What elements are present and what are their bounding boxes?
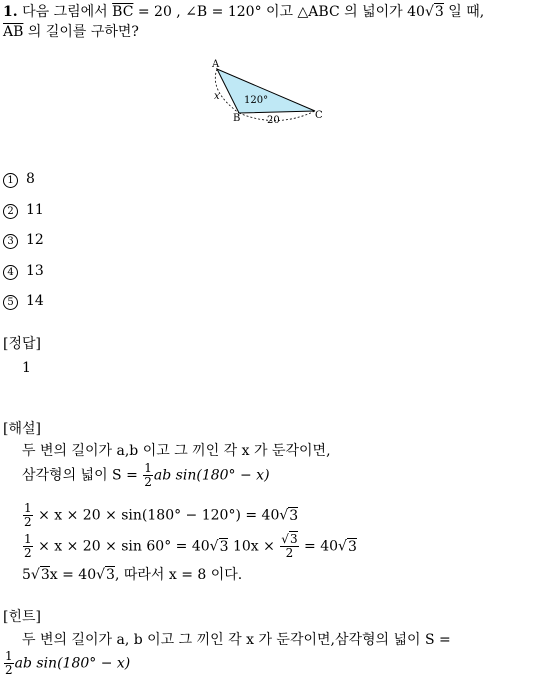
fraction-half (143, 462, 153, 489)
fraction-numerator: 1 (144, 461, 152, 475)
fraction-denominator: 2 (285, 546, 294, 560)
fraction-denominator: 2 (24, 515, 32, 529)
label-c: C (315, 110, 323, 121)
sqrt-3: 3 (219, 538, 229, 555)
explanation-heading: [해설] (3, 421, 41, 437)
explanation-line-1: 두 변의 길이가 a,b 이고 그 끼인 각 x 가 둔각이면, (22, 443, 331, 459)
answer-value: 1 (22, 360, 31, 376)
label-side: 20 (267, 115, 280, 126)
fraction-denominator: 2 (24, 546, 32, 560)
question-text-2: 의 길이를 구하면? (27, 24, 139, 40)
explanation-text: × x × 20 × sin 60° = 40 (38, 538, 210, 555)
option-item[interactable] (3, 292, 44, 310)
fraction-numerator: 1 (5, 649, 13, 663)
explanation-text: x = 40 (49, 567, 97, 583)
option-text: 11 (26, 202, 44, 218)
option-marker: 4 (3, 265, 18, 280)
option-text: 12 (26, 232, 44, 248)
segment-ab: $\overline{AB}$ (3, 24, 24, 40)
sqrt-3: 3 (289, 532, 298, 546)
explanation-text: 5 (22, 567, 31, 583)
option-item[interactable] (3, 170, 35, 188)
question-number: 1. (3, 4, 18, 20)
question-text-c: 일 때, (448, 4, 485, 20)
sqrt-3: 3 (40, 567, 50, 583)
option-marker: 5 (3, 295, 18, 310)
sqrt-3: 3 (434, 4, 444, 20)
explanation-line-4: $\frac{1}{2}$ × x × 20 × sin 60° = 40√3 10x × $\frac{√3}{2}$ = 40√3 (24, 532, 357, 560)
label-b: B (233, 113, 241, 124)
option-item[interactable] (3, 262, 44, 280)
fraction-numerator: 1 (24, 532, 32, 546)
explanation-text: 10x × (232, 538, 275, 555)
sqrt-3: 3 (289, 507, 299, 524)
hint-text: ab sin(180° − x) (14, 655, 131, 672)
explanation-line-5: 5√3x = 40√3, 따라서 x = 8 이다. (22, 567, 243, 583)
hint-heading: [힌트] (3, 609, 41, 625)
fraction-denominator: 2 (144, 475, 152, 489)
explanation-line-3: $\frac{1}{2}$ × x × 20 × sin(180° − 120°) = 40√3 (24, 501, 299, 529)
explanation-line-2 (22, 462, 270, 489)
triangle-fill (217, 69, 315, 113)
option-marker: 2 (3, 204, 18, 219)
question-line-2 (3, 23, 139, 41)
option-text: 14 (26, 293, 44, 309)
explanation-text: ab sin(180° − x) (153, 467, 270, 484)
label-x: x (214, 91, 220, 102)
question-line-1: 1. 다음 그림에서 $\overline{BC} = 20$ , ∠B = 120° 이고 △ABC 의 넓이가 40√3 일 때, (3, 4, 485, 20)
option-marker: 3 (3, 234, 18, 249)
option-marker: 1 (3, 173, 18, 188)
answer-heading: [정답] (3, 336, 41, 352)
fraction-numerator: 1 (24, 501, 32, 515)
triangle-figure (205, 55, 335, 127)
fraction-root3-over-2 (280, 533, 298, 560)
label-angle: 120° (244, 95, 269, 106)
sqrt-3: 3 (347, 538, 357, 555)
fraction-numerator: √3 (281, 532, 298, 546)
question-text-a: 다음 그림에서 (22, 4, 108, 20)
option-item[interactable] (3, 231, 44, 249)
explanation-text: , 따라서 x = 8 이다. (114, 567, 243, 583)
explanation-text: = 40 (304, 538, 339, 555)
sqrt-3: 3 (106, 567, 115, 583)
fraction-half (23, 533, 33, 560)
question-text-b: = 20 , ∠B = 120° 이고 △ABC 의 넓이가 40 (137, 4, 425, 20)
explanation-text: 삼각형의 넓이 S = (22, 467, 138, 484)
hint-line-2 (3, 650, 130, 677)
fraction-half (23, 502, 33, 529)
hint-line-1: 두 변의 길이가 a, b 이고 그 끼인 각 x 가 둔각이면,삼각형의 넓이 S = (22, 632, 451, 648)
option-text: 13 (26, 263, 44, 279)
segment-bc: $\overline{BC}$ (112, 4, 134, 20)
fraction-denominator: 2 (5, 663, 13, 677)
explanation-text: × x × 20 × sin(180° − 120°) = 40 (38, 507, 280, 524)
option-item[interactable] (3, 201, 44, 219)
label-a: A (212, 59, 220, 70)
fraction-half (4, 650, 14, 677)
option-text: 8 (26, 171, 35, 187)
